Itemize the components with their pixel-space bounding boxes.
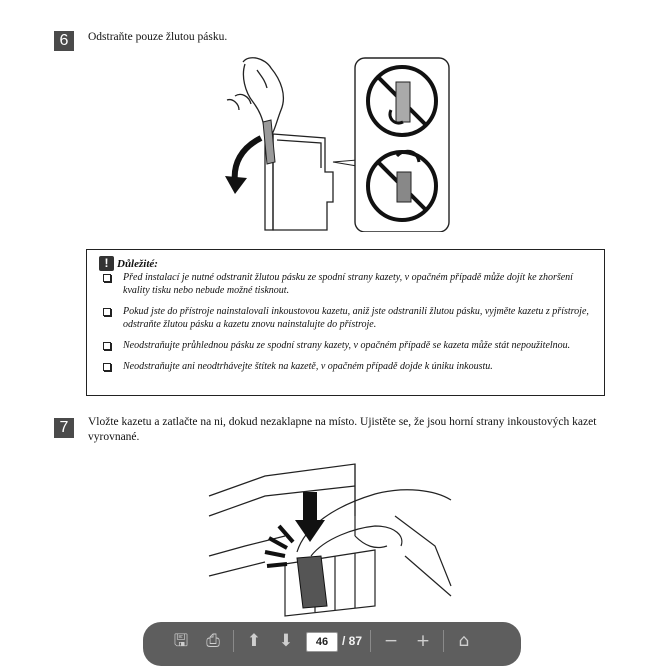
important-item bbox=[99, 305, 594, 331]
remove-tape-illustration bbox=[205, 52, 455, 232]
important-header bbox=[99, 256, 158, 271]
save-icon[interactable]: 🖫 bbox=[173, 631, 189, 651]
step-6-text: Odstraňte pouze žlutou pásku. bbox=[88, 31, 228, 43]
important-item-text: Pokud jste do přístroje nainstalovali inkoustovou kazetu, aniž jste odstranili žlutou pásku, vyjměte kazetu z přístroje, odstraňte žlutou pásku a kazetu znovu nainstalujte do přístroje. bbox=[123, 306, 589, 330]
home-icon[interactable]: ⌂ bbox=[458, 631, 470, 651]
toolbar-divider bbox=[370, 630, 371, 652]
checkbox-bullet-icon bbox=[103, 363, 111, 371]
important-item-text: Neodstraňujte průhlednou pásku ze spodní strany kazety, v opačném případě se kazeta může stát nepoužitelnou. bbox=[123, 340, 571, 351]
exclamation-icon: ! bbox=[99, 256, 114, 271]
arrow-down-icon[interactable]: ⬇ bbox=[278, 631, 294, 651]
important-item-text: Neodstraňujte ani neodtrhávejte štítek na kazetě, v opačném případě dojde k úniku inkoustu. bbox=[123, 361, 493, 372]
zoom-in-icon[interactable]: + bbox=[415, 631, 431, 651]
insert-cartridge-illustration bbox=[205, 456, 455, 622]
important-item bbox=[99, 360, 594, 373]
checkbox-bullet-icon bbox=[103, 274, 111, 282]
toolbar-divider bbox=[443, 630, 444, 652]
important-item bbox=[99, 339, 594, 352]
checkbox-bullet-icon bbox=[103, 308, 111, 316]
step-7-text: Vložte kazetu a zatlačte na ni, dokud nezaklapne na místo. Ujistěte se, že jsou horní strany inkoustových kazet vyrovnané. bbox=[88, 416, 597, 443]
important-title: Důležité: bbox=[117, 257, 158, 270]
important-notice bbox=[86, 249, 605, 396]
important-item-text: Před instalací je nutné odstranit žlutou pásku ze spodní strany kazety, v opačném případě může dojít ke zhoršení kvality tisku nebo nebude možné tisknout. bbox=[123, 272, 573, 296]
page-number-input[interactable]: 46 bbox=[306, 632, 338, 652]
viewer-toolbar bbox=[143, 622, 521, 666]
arrow-up-icon[interactable]: ⬆ bbox=[246, 631, 262, 651]
page-total: / 87 bbox=[342, 634, 363, 648]
step-number-6: 6 bbox=[54, 31, 74, 51]
checkbox-bullet-icon bbox=[103, 342, 111, 350]
print-icon[interactable]: ⎙ bbox=[206, 631, 220, 651]
toolbar-divider bbox=[233, 630, 234, 652]
zoom-out-icon[interactable]: − bbox=[383, 631, 399, 651]
important-list bbox=[99, 271, 594, 381]
important-item bbox=[99, 271, 594, 297]
step-number-7: 7 bbox=[54, 418, 74, 438]
